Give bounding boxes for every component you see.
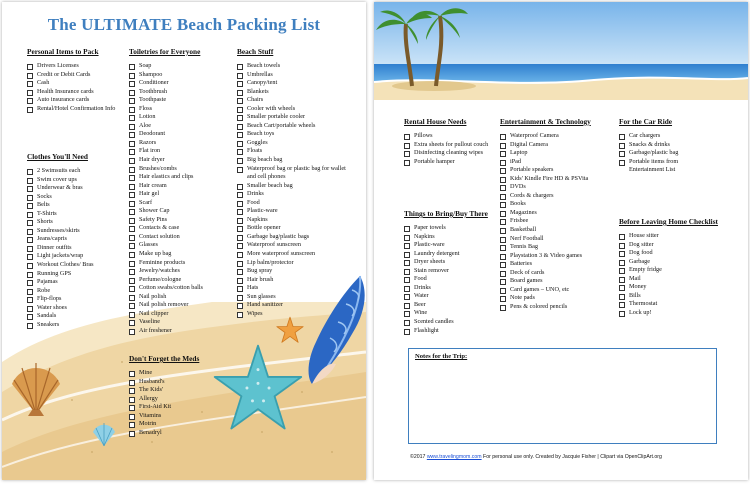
checklist-item[interactable]: Card games – UNO, etc	[500, 286, 612, 295]
section-heading: Personal Items to Pack	[27, 47, 99, 56]
checklist-item[interactable]: Hair gel	[129, 190, 229, 199]
checklist-item[interactable]: Car chargers	[619, 132, 723, 141]
notes-label: Notes for the Trip:	[415, 353, 468, 360]
checklist-item[interactable]: Motrin	[129, 420, 229, 429]
checklist-item[interactable]: Conditioner	[129, 79, 229, 88]
checklist-item[interactable]: Cotton swabs/cotton balls	[129, 284, 229, 293]
checklist-item[interactable]: Contacts & case	[129, 224, 229, 233]
checklist-item[interactable]: Brushes/combs	[129, 165, 229, 174]
checklist-item[interactable]: Kids' Kindle Fire HD & PSVita	[500, 175, 612, 184]
checklist	[500, 132, 612, 311]
checklist-item[interactable]: Underwear & bras	[27, 184, 122, 193]
checklist-item[interactable]: Portable speakers	[500, 166, 612, 175]
checklist-item[interactable]: Books	[500, 200, 612, 209]
checklist-item[interactable]: Soap	[129, 62, 229, 71]
section-rental-house	[404, 117, 496, 166]
checklist-item[interactable]: Thermostat	[619, 300, 733, 309]
checklist-item[interactable]: Dinner outfits	[27, 244, 122, 253]
checklist-item[interactable]: Flat iron	[129, 147, 229, 156]
checklist	[237, 62, 349, 318]
checklist-item[interactable]: Blankets	[237, 88, 349, 97]
checklist-item[interactable]: Food	[404, 275, 496, 284]
footer-prefix: ©2017	[410, 454, 427, 460]
checklist-item[interactable]: Waterproof bag or plastic bag for wallet and cell phones	[237, 165, 349, 182]
checklist	[27, 62, 125, 113]
checklist-item[interactable]: Hand sanitizer	[237, 301, 349, 310]
checklist-item[interactable]: Playstation 3 & Video games	[500, 252, 612, 261]
checklist	[129, 369, 229, 437]
checklist-item[interactable]: Credit or Debit Cards	[27, 71, 125, 80]
page-title: The ULTIMATE Beach Packing List	[47, 15, 321, 34]
checklist-item[interactable]: Perfume/cologne	[129, 276, 229, 285]
checklist-item[interactable]: Wipes	[237, 310, 349, 319]
checklist-item[interactable]: Deodorant	[129, 130, 229, 139]
scallop-shell-icon	[6, 358, 66, 418]
checklist-item[interactable]: Laundry detergent	[404, 250, 496, 259]
checklist-item[interactable]: Belts	[27, 201, 122, 210]
footer-suffix: For personal use only. Created by Jacquie Fisher | Clipart via OpenClipArt.org	[481, 454, 662, 460]
section-heading: Don't Forget the Meds	[129, 354, 200, 363]
section-heading: Rental House Needs	[404, 117, 467, 126]
checklist-item[interactable]: Cooler with wheels	[237, 105, 349, 114]
checklist-item[interactable]: Dog food	[619, 249, 733, 258]
checklist-item[interactable]: Health Insurance cards	[27, 88, 125, 97]
section-car-ride	[619, 117, 723, 175]
checklist-item[interactable]: Sundresses/skirts	[27, 227, 122, 236]
section-things-to-buy	[404, 209, 496, 335]
checklist-item[interactable]: Cords & chargers	[500, 192, 612, 201]
checklist-item[interactable]: Tennis Bag	[500, 243, 612, 252]
site-link[interactable]: www.travelingmom.com	[426, 454, 482, 460]
checklist-item[interactable]: Lotion	[129, 113, 229, 122]
checklist	[404, 224, 496, 335]
checklist-item[interactable]: Board games	[500, 277, 612, 286]
checklist-item[interactable]: Air freshener	[129, 327, 229, 336]
checklist-item[interactable]: Floats	[237, 147, 349, 156]
checklist-item[interactable]: Hair dryer	[129, 156, 229, 165]
checklist-item[interactable]: Laptop	[500, 149, 612, 158]
checklist-item[interactable]: Deck of cards	[500, 269, 612, 278]
checklist-item[interactable]: Nail polish remover	[129, 301, 229, 310]
checklist-item[interactable]: Napkins	[404, 233, 496, 242]
section-meds	[129, 354, 229, 437]
checklist-item[interactable]: Pajamas	[27, 278, 122, 287]
beach-banner	[374, 2, 748, 100]
checklist-item[interactable]: Hats	[237, 284, 349, 293]
checklist-item[interactable]: Wine	[404, 309, 496, 318]
checklist-item[interactable]: Drinks	[404, 284, 496, 293]
checklist-item[interactable]: Husband's	[129, 378, 229, 387]
checklist-item[interactable]: Sandals	[27, 312, 122, 321]
checklist-item[interactable]: Benadryl	[129, 429, 229, 438]
checklist-item[interactable]: Jeans/capris	[27, 235, 122, 244]
checklist-item[interactable]: Plastic-ware	[237, 207, 349, 216]
checklist-item[interactable]: Shampoo	[129, 71, 229, 80]
checklist-item[interactable]: First-Aid Kit	[129, 403, 229, 412]
checklist-item[interactable]: Scented candles	[404, 318, 496, 327]
checklist-item[interactable]: Pens & colored pencils	[500, 303, 612, 312]
checklist-item[interactable]: Plastic-ware	[404, 241, 496, 250]
checklist-item[interactable]: Drinks	[237, 190, 349, 199]
checklist-item[interactable]: Smaller beach bag	[237, 182, 349, 191]
checklist-item[interactable]: Waterproof sunscreen	[237, 241, 349, 250]
checklist-item[interactable]: Paper towels	[404, 224, 496, 233]
orange-starfish-icon	[276, 316, 304, 344]
checklist-item[interactable]: Money	[619, 283, 733, 292]
checklist-item[interactable]: Bottle opener	[237, 224, 349, 233]
checklist-item[interactable]: Empty fridge	[619, 266, 733, 275]
checklist-item[interactable]: House sitter	[619, 232, 733, 241]
left-page	[2, 2, 366, 480]
checklist-item[interactable]: Snacks & drinks	[619, 141, 723, 150]
checklist-item[interactable]: Hair elastics and clips	[129, 173, 229, 182]
checklist-item[interactable]: Nerf Football	[500, 235, 612, 244]
checklist-item[interactable]: Hair cream	[129, 182, 229, 191]
checklist-item[interactable]: Toothpaste	[129, 96, 229, 105]
checklist-item[interactable]: Magazines	[500, 209, 612, 218]
checklist-item[interactable]: DVDs	[500, 183, 612, 192]
checklist-item[interactable]: Mail	[619, 275, 733, 284]
checklist-item[interactable]: Socks	[27, 193, 122, 202]
section-heading: Before Leaving Home Checklist	[619, 217, 718, 226]
checklist-item[interactable]: Vitamins	[129, 412, 229, 421]
checklist-item[interactable]: Dog sitter	[619, 241, 733, 250]
checklist-item[interactable]: Floss	[129, 105, 229, 114]
checklist-item[interactable]: Digital Camera	[500, 141, 612, 150]
checklist-item[interactable]: Contact solution	[129, 233, 229, 242]
checklist-item[interactable]: iPad	[500, 158, 612, 167]
section-heading: Toiletries for Everyone	[129, 47, 201, 56]
checklist-item[interactable]: Big beach bag	[237, 156, 349, 165]
checklist-item[interactable]: Sun glasses	[237, 293, 349, 302]
section-personal-items	[27, 47, 125, 113]
section-beach-stuff	[237, 47, 349, 318]
checklist-item[interactable]: Batteries	[500, 260, 612, 269]
checklist-item[interactable]: Bills	[619, 292, 733, 301]
section-heading: Things to Bring/Buy There	[404, 209, 488, 218]
checklist-item[interactable]: Flashlight	[404, 327, 496, 336]
checklist-item[interactable]: Light jackets/wrap	[27, 252, 122, 261]
checklist	[619, 132, 723, 175]
checklist	[27, 167, 122, 329]
checklist-item[interactable]: Garbage bag/plastic bags	[237, 233, 349, 242]
checklist-item[interactable]: Swim cover ups	[27, 176, 122, 185]
checklist-item[interactable]: Aloe	[129, 122, 229, 131]
checklist-item[interactable]: T-Shirts	[27, 210, 122, 219]
checklist-item[interactable]: Beer	[404, 301, 496, 310]
checklist-item[interactable]: Beach towels	[237, 62, 349, 71]
checklist-item[interactable]: Extra sheets for pullout couch	[404, 141, 496, 150]
checklist-item[interactable]: Glasses	[129, 241, 229, 250]
checklist-item[interactable]: Drivers Licenses	[27, 62, 125, 71]
notes-box[interactable]	[408, 348, 717, 444]
checklist-item[interactable]: Cash	[27, 79, 125, 88]
checklist-item[interactable]: Mine	[129, 369, 229, 378]
checklist-item[interactable]: Lock up!	[619, 309, 733, 318]
checklist-item[interactable]: Note pads	[500, 294, 612, 303]
checklist-item[interactable]: Water	[404, 292, 496, 301]
checklist-item[interactable]: Food	[237, 199, 349, 208]
checklist-item[interactable]: Frisbee	[500, 217, 612, 226]
checklist-item[interactable]: Beach toys	[237, 130, 349, 139]
checklist-item[interactable]: Allergy	[129, 395, 229, 404]
checklist-item[interactable]: Shower Cap	[129, 207, 229, 216]
checklist	[129, 62, 229, 336]
checklist-item[interactable]: Goggles	[237, 139, 349, 148]
checklist-item[interactable]: Make up bag	[129, 250, 229, 259]
checklist-item[interactable]: Pillows	[404, 132, 496, 141]
checklist-item[interactable]: Rental/Hotel Confirmation Info	[27, 105, 125, 114]
checklist	[619, 232, 733, 317]
checklist-item[interactable]: Garbage/plastic bag	[619, 149, 723, 158]
checklist-item[interactable]: Disinfecting cleaning wipes	[404, 149, 496, 158]
checklist-item[interactable]: Jewelry/watches	[129, 267, 229, 276]
checklist-item[interactable]: Portable hamper	[404, 158, 496, 167]
blue-shell-icon	[90, 420, 118, 448]
section-clothes	[27, 152, 122, 329]
checklist-item[interactable]: Canopy/tent	[237, 79, 349, 88]
checklist-item[interactable]: 2 Swimsuits each	[27, 167, 122, 176]
footer-credit	[410, 454, 740, 460]
checklist-item[interactable]: Umbrellas	[237, 71, 349, 80]
checklist-item[interactable]: More waterproof sunscreen	[237, 250, 349, 259]
checklist-item[interactable]: Vaseline	[129, 318, 229, 327]
checklist-item[interactable]: Nail clipper	[129, 310, 229, 319]
checklist-item[interactable]: Waterproof Camera	[500, 132, 612, 141]
checklist-item[interactable]: Smaller portable cooler	[237, 113, 349, 122]
section-leaving-home	[619, 217, 733, 317]
checklist-item[interactable]: Robe	[27, 287, 122, 296]
checklist-item[interactable]: Running GPS	[27, 270, 122, 279]
section-heading: Entertainment & Technology	[500, 117, 591, 126]
checklist-item[interactable]: Stain remover	[404, 267, 496, 276]
checklist-item[interactable]: Feminine products	[129, 259, 229, 268]
checklist-item[interactable]: Beach Cart/portable wheels	[237, 122, 349, 131]
checklist-item[interactable]: Auto insurance cards	[27, 96, 125, 105]
checklist-item[interactable]: Hair brush	[237, 276, 349, 285]
checklist-item[interactable]: Portable items from Entertainment List	[619, 158, 711, 175]
checklist-item[interactable]: Napkins	[237, 216, 349, 225]
checklist-item[interactable]: Basketball	[500, 226, 612, 235]
checklist-item[interactable]: Razors	[129, 139, 229, 148]
checklist	[404, 132, 496, 166]
checklist-item[interactable]: Workout Clothes/ Bras	[27, 261, 122, 270]
section-entertainment	[500, 117, 612, 311]
checklist-item[interactable]: Dryer sheets	[404, 258, 496, 267]
checklist-item[interactable]: The Kids'	[129, 386, 229, 395]
checklist-item[interactable]: Lip balm/protector	[237, 259, 349, 268]
checklist-item[interactable]: Garbage	[619, 258, 733, 267]
checklist-item[interactable]: Bug spray	[237, 267, 349, 276]
section-toiletries	[129, 47, 229, 336]
checklist-item[interactable]: Nail polish	[129, 293, 229, 302]
section-heading: For the Car Ride	[619, 117, 673, 126]
checklist-item[interactable]: Scarf	[129, 199, 229, 208]
right-page	[374, 2, 748, 480]
checklist-item[interactable]: Toothbrush	[129, 88, 229, 97]
checklist-item[interactable]: Sneakers	[27, 321, 122, 330]
checklist-item[interactable]: Water shoes	[27, 304, 122, 313]
section-heading: Clothes You'll Need	[27, 152, 88, 161]
checklist-item[interactable]: Chairs	[237, 96, 349, 105]
section-heading: Beach Stuff	[237, 47, 274, 56]
checklist-item[interactable]: Flip-flops	[27, 295, 122, 304]
checklist-item[interactable]: Shorts	[27, 218, 122, 227]
checklist-item[interactable]: Safety Pins	[129, 216, 229, 225]
